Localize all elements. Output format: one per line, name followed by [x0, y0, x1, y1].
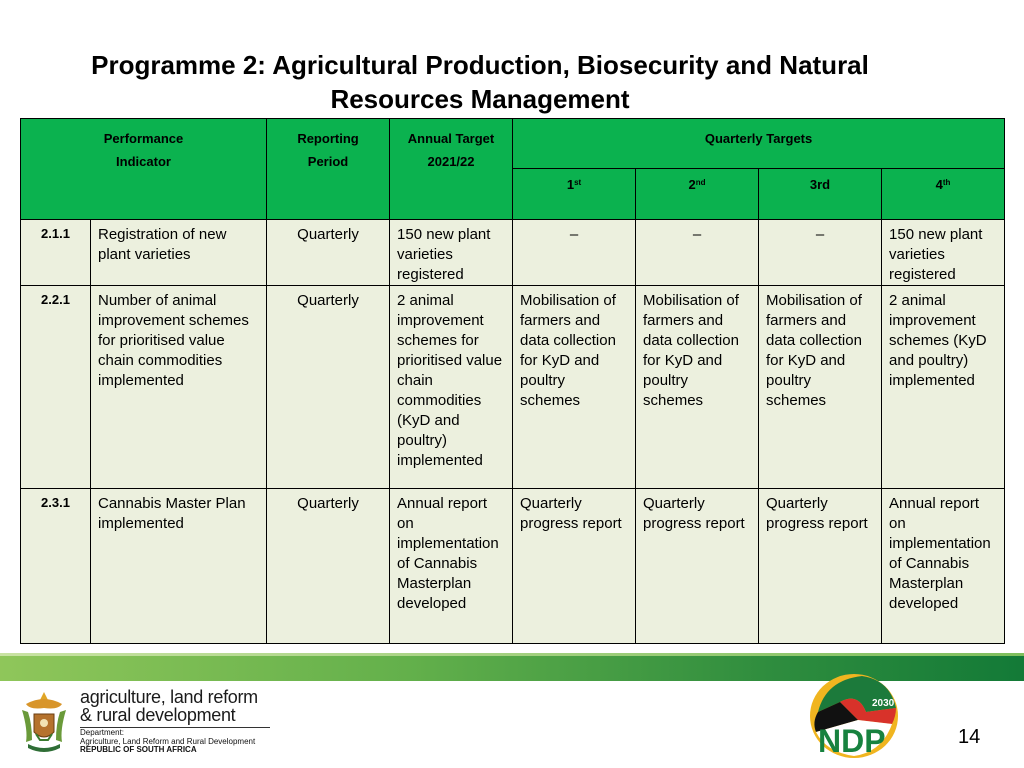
row-q4: 150 new plant varieties registered — [882, 220, 1005, 286]
header-reporting-period: Reporting Period — [267, 119, 390, 220]
ndp-text: NDP — [818, 723, 886, 759]
header-quarterly-targets: Quarterly Targets — [513, 119, 1005, 169]
department-details: Department: Agriculture, Land Reform and Rural Development REPUBLIC OF SOUTH AFRICA — [80, 728, 256, 754]
table-row — [21, 489, 1005, 644]
table-row — [21, 220, 1005, 286]
row-period: Quarterly — [267, 286, 390, 489]
coat-of-arms-icon — [18, 690, 70, 756]
table-row — [21, 286, 1005, 489]
ndp-logo-icon — [806, 672, 902, 760]
row-q3: Quarterly progress report — [759, 489, 882, 644]
department-name: agriculture, land reform & rural development — [80, 687, 258, 725]
header-q2: 2nd — [636, 169, 759, 220]
header-q3: 3rd — [759, 169, 882, 220]
row-indicator: Number of animal improvement schemes for prioritised value chain commodities implemented — [91, 286, 267, 489]
header-annual-target: Annual Target 2021/22 — [390, 119, 513, 220]
row-indicator: Registration of new plant varieties — [91, 220, 267, 286]
row-code: 2.3.1 — [21, 489, 91, 644]
row-annual-target: 150 new plant varieties registered — [390, 220, 513, 286]
row-annual-target: 2 animal improvement schemes for prioritised value chain commodities (KyD and poultry) implemented — [390, 286, 513, 489]
row-code: 2.2.1 — [21, 286, 91, 489]
page-number: 14 — [958, 726, 981, 748]
header-q4: 4th — [882, 169, 1005, 220]
header-performance-indicator: Performance Indicator — [21, 119, 267, 220]
slide-title — [20, 48, 940, 116]
row-q3: – — [759, 220, 882, 286]
row-q1: Quarterly progress report — [513, 489, 636, 644]
row-q2: Quarterly progress report — [636, 489, 759, 644]
performance-table — [20, 118, 1005, 644]
row-code: 2.1.1 — [21, 220, 91, 286]
row-q1: – — [513, 220, 636, 286]
title-line-2: Resources Management — [330, 84, 630, 114]
row-period: Quarterly — [267, 220, 390, 286]
row-q2: – — [636, 220, 759, 286]
row-q4: 2 animal improvement schemes (KyD and poultry) implemented — [882, 286, 1005, 489]
header-q1: 1st — [513, 169, 636, 220]
row-period: Quarterly — [267, 489, 390, 644]
row-indicator: Cannabis Master Plan implemented — [91, 489, 267, 644]
row-q2: Mobilisation of farmers and data collection for KyD and poultry schemes — [636, 286, 759, 489]
row-q3: Mobilisation of farmers and data collection for KyD and poultry schemes — [759, 286, 882, 489]
row-q1: Mobilisation of farmers and data collection for KyD and poultry schemes — [513, 286, 636, 489]
row-q4: Annual report on implementation of Cannabis Masterplan developed — [882, 489, 1005, 644]
row-annual-target: Annual report on implementation of Cannabis Masterplan developed — [390, 489, 513, 644]
ndp-year: 2030 — [872, 698, 895, 709]
title-line-1: Programme 2: Agricultural Production, Biosecurity and Natural — [91, 50, 869, 80]
